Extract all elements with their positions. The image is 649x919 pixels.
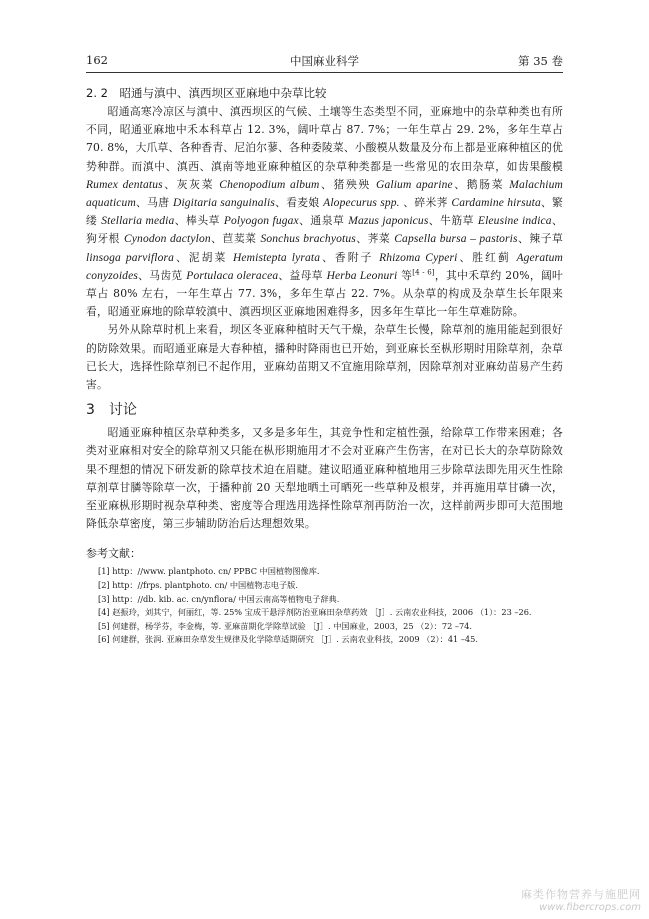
species-name: Rumex dentatus [86, 178, 163, 191]
references-title: 参考文献： [86, 547, 141, 561]
species-name: Hemistepta lyrata [232, 251, 321, 264]
species-name: Malachium aquaticum [86, 178, 564, 210]
citation-marker: [4 - 6] [412, 268, 435, 277]
species-name: Alopecurus spp. [323, 197, 400, 210]
reference-item: [5] 何建群，杨学芬，李金梅，等. 亚麻苗期化学除草试验 ［J］. 中国麻业，2003，25 （2）：72 –74. [98, 620, 472, 631]
watermark [521, 886, 641, 913]
section-2-2-paragraph-2: 另外从除草时机上来看，坝区冬亚麻种植时天气干燥，杂草生长慢，除草剂的施用能起到很好的防除效果。而昭通亚麻是大春种植，播种时降雨也已开始，到亚麻长至枞形期时用除草剂，杂草已长大，选择性除草剂已不起作用，亚麻幼苗期又不宜施用除草剂，因除草剂对亚麻幼苗易产生药害。 [86, 323, 563, 392]
species-name: Cynodon dactylon [123, 233, 211, 246]
article-body [86, 84, 563, 647]
species-name: Polyogon fugax [223, 215, 299, 228]
page-number: 162 [86, 53, 108, 67]
species-name: Capsella bursa – pastoris [394, 233, 518, 246]
species-name: linsoga parviflora [86, 251, 175, 264]
species-name: Sonchus brachyotus [260, 233, 356, 246]
page-header [86, 50, 563, 73]
species-name: Cardamine hirsuta [451, 197, 541, 210]
reference-item: [2] http：//frps. plantphoto. cn/ 中国植物志电子版. [98, 580, 298, 591]
watermark-text: 麻类作物营养与施肥网 [521, 888, 641, 901]
species-name: Rhizoma Cyperi [379, 251, 458, 264]
section-2-2-heading: 2. 2 昭通与滇中、滇西坝区亚麻地中杂草比较 [86, 86, 327, 100]
reference-item: [4] 赵振玲，刘其宁，何丽红，等. 25% 宝成干悬浮剂防治亚麻田杂草药效 ［J］. 云南农业科技，2006 （1）：23 –26. [98, 607, 532, 618]
references [86, 545, 563, 647]
reference-item: [3] http：//db. kib. ac. cn/ynflora/ 中国云南高等植物电子辞典. [98, 593, 340, 604]
species-name: Galium aparine [376, 178, 453, 191]
reference-item: [1] http：//www. plantphoto. cn/ PPBC 中国植物图像库. [98, 566, 320, 577]
species-name: Stellaria media [101, 215, 175, 228]
species-name: Ageratum conyzoides [86, 251, 563, 282]
section-3-heading: 3 讨论 [86, 402, 137, 419]
species-name: Portulaca oleracea [186, 269, 279, 282]
volume-label: 第 35 卷 [518, 54, 563, 68]
section-2-2-paragraph-1: 昭通高寒冷凉区与滇中、滇西坝区的气候、土壤等生态类型不同，亚麻地中的杂草种类也有所不同，昭通亚麻地中禾本科草占 12. 3%，阔叶草占 87. 7%；一年生草占 29. 2%，多年生草占 70. 8%，大爪草、各种香青、尼泊尔蓼、各种委陵菜、小酸模从数量及分布上都是亚麻种植区的优势种群。而滇中、滇西、滇南等地亚麻种植区的杂草种类都是一些常见的农田杂草，如齿果酸模 Rumex dentatus、灰灰菜 Chenopodium album、猪殃殃 Galium aparine、鹅肠菜 Malachium aquaticum、马唐 Digitaria sanguinalis、看麦娘 Alopecurus spp. 、碎米荠 Cardamine hirsuta、繁缕 Stellaria media、棒头草 Polyogon fugax、通泉草 Mazus japonicus、牛筋草 Eleusine indica、狗牙根 Cynodon dactylon、苣荬菜 Sonchus brachyotus、荠菜 Capsella bursa – pastoris、辣子草 linsoga parviflora、泥胡菜 Hemistepta lyrata、香附子 Rhizoma Cyperi、胜红蓟 Ageratum conyzoides、马齿苋 Portulaca oleracea、益母草 Herba Leonuri 等[4 - 6]，其中禾草约 20%，阔叶草占 80% 左右，一年生草占 77. 3%，多年生草占 22. 7%。从杂草的构成及杂草生长年限来看，昭通亚麻地的除草较滇中、滇西坝区亚麻地困难得多，因多年生草比一年生草难防除。 [86, 105, 564, 319]
reference-item: [6] 何建群，张润. 亚麻田杂草发生规律及化学除草适期研究 ［J］. 云南农业科技，2009 （2）：41 –45. [98, 634, 478, 645]
species-name: Herba Leonuri [326, 269, 398, 282]
species-name: Digitaria sanguinalis [172, 197, 275, 210]
species-name: Mazus japonicus [348, 215, 429, 228]
section-3-paragraph: 昭通亚麻种植区杂草种类多，又多是多年生，其竞争性和定植性强，给除草工作带来困难；各类对亚麻相对安全的除草剂又只能在枞形期施用才不会对亚麻产生伤害，在对已长大的杂草防除效果不理想的情况下研发新的除草技术迫在眉睫。建议昭通亚麻种植地用三步除草法即先用灭生性除草剂草甘膦等除草一次，于播种前 20 天犁地晒土可晒死一些草种及根芽，并再施用草甘磷一次，至亚麻枞形期时视杂草种类、密度等合理选用选择性除草剂再防治一次，这样前两步即可大范围地降低杂草密度，第三步辅助防治后达理想效果。 [86, 426, 563, 531]
species-name: Eleusine indica [477, 215, 552, 228]
journal-title: 中国麻业科学 [290, 54, 359, 68]
species-name: Chenopodium album [219, 178, 320, 191]
watermark-url: www.fibercrops.com [539, 902, 641, 913]
